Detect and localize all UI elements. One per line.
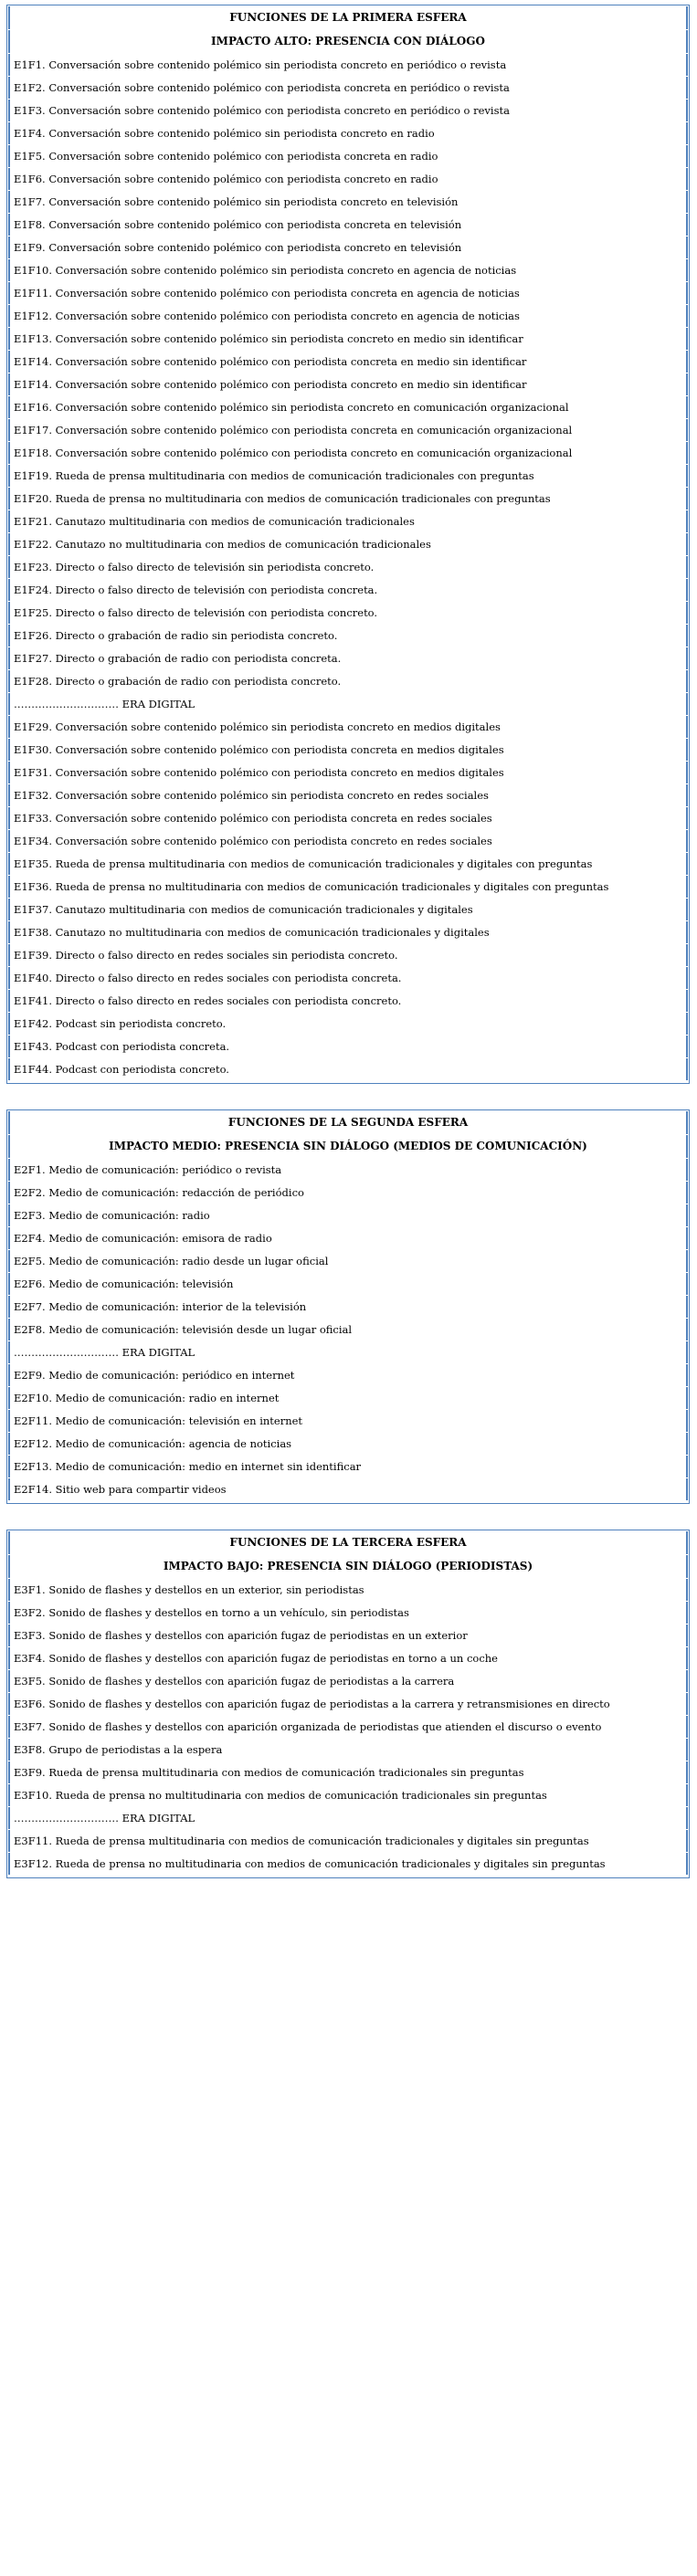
table-row: E3F2. Sonido de flashes y destellos en torno a un vehículo, sin periodistas xyxy=(8,1602,688,1624)
table-row: E2F1. Medio de comunicación: periódico o revista xyxy=(8,1159,688,1181)
table-row: E2F11. Medio de comunicación: televisión en internet xyxy=(8,1410,688,1432)
table-row: E1F7. Conversación sobre contenido polémico sin periodista concreto en televisión xyxy=(8,191,688,213)
table-tercera-esfera xyxy=(6,1530,690,1878)
table-row: E2F10. Medio de comunicación: radio en internet xyxy=(8,1387,688,1409)
table-row: E3F5. Sonido de flashes y destellos con aparición fugaz de periodistas a la carrera xyxy=(8,1670,688,1692)
table-row: E2F13. Medio de comunicación: medio en internet sin identificar xyxy=(8,1456,688,1477)
table-row: E2F3. Medio de comunicación: radio xyxy=(8,1204,688,1226)
table-row: E1F20. Rueda de prensa no multitudinaria con medios de comunicación tradicionales con preguntas xyxy=(8,488,688,510)
table-row: E1F9. Conversación sobre contenido polémico con periodista concreto en televisión xyxy=(8,237,688,258)
table-primera-esfera xyxy=(6,5,690,1084)
table-row: E1F1. Conversación sobre contenido polémico sin periodista concreto en periódico o revista xyxy=(8,54,688,76)
table-row: E1F37. Canutazo multitudinaria con medios de comunicación tradicionales y digitales xyxy=(8,899,688,920)
table-row: E1F23. Directo o falso directo de televisión sin periodista concreto. xyxy=(8,556,688,578)
table-row: E1F21. Canutazo multitudinaria con medios de comunicación tradicionales xyxy=(8,510,688,532)
table-subtitle: IMPACTO BAJO: PRESENCIA SIN DIÁLOGO (PERIODISTAS) xyxy=(8,1555,688,1578)
table-row: E2F7. Medio de comunicación: interior de la televisión xyxy=(8,1296,688,1318)
table-row: E1F42. Podcast sin periodista concreto. xyxy=(8,1013,688,1035)
table-row: E1F14. Conversación sobre contenido polémico con periodista concreto en medio sin identificar xyxy=(8,373,688,395)
table-row: E2F4. Medio de comunicación: emisora de radio xyxy=(8,1227,688,1249)
table-row: E1F29. Conversación sobre contenido polémico sin periodista concreto en medios digitales xyxy=(8,716,688,738)
table-segunda-esfera xyxy=(6,1109,690,1504)
table-row: E3F11. Rueda de prensa multitudinaria con medios de comunicación tradicionales y digitales sin preguntas xyxy=(8,1830,688,1852)
table-row: E1F40. Directo o falso directo en redes sociales con periodista concreta. xyxy=(8,967,688,989)
table-row: E1F6. Conversación sobre contenido polémico con periodista concreto en radio xyxy=(8,168,688,190)
table-row: E1F38. Canutazo no multitudinaria con medios de comunicación tradicionales y digitales xyxy=(8,921,688,943)
table-row: E2F8. Medio de comunicación: televisión desde un lugar oficial xyxy=(8,1319,688,1341)
table-row: E1F14. Conversación sobre contenido polémico con periodista concreta en medio sin identificar xyxy=(8,351,688,373)
table-subtitle: IMPACTO MEDIO: PRESENCIA SIN DIÁLOGO (MEDIOS DE COMUNICACIÓN) xyxy=(8,1135,688,1158)
table-row: E1F25. Directo o falso directo de televisión con periodista concreto. xyxy=(8,602,688,624)
table-row: E1F8. Conversación sobre contenido polémico con periodista concreta en televisión xyxy=(8,214,688,236)
table-row: E1F17. Conversación sobre contenido polémico con periodista concreta en comunicación organizacional xyxy=(8,419,688,441)
table-row: E1F12. Conversación sobre contenido polémico con periodista concreto en agencia de noticias xyxy=(8,305,688,327)
table-title: FUNCIONES DE LA PRIMERA ESFERA xyxy=(8,6,688,29)
table-row: E3F3. Sonido de flashes y destellos con aparición fugaz de periodistas en un exterior xyxy=(8,1624,688,1646)
table-row: E1F26. Directo o grabación de radio sin periodista concreto. xyxy=(8,625,688,647)
table-title: FUNCIONES DE LA TERCERA ESFERA xyxy=(8,1531,688,1554)
table-row: E1F3. Conversación sobre contenido polémico con periodista concreto en periódico o revista xyxy=(8,100,688,121)
table-row: E2F6. Medio de comunicación: televisión xyxy=(8,1273,688,1295)
table-row: E1F28. Directo o grabación de radio con periodista concreto. xyxy=(8,670,688,692)
table-row: E1F32. Conversación sobre contenido polémico sin periodista concreto en redes sociales xyxy=(8,784,688,806)
table-row: E2F2. Medio de comunicación: redacción de periódico xyxy=(8,1182,688,1204)
table-row: E1F44. Podcast con periodista concreto. xyxy=(8,1058,688,1080)
table-row: E1F19. Rueda de prensa multitudinaria con medios de comunicación tradicionales con preguntas xyxy=(8,465,688,487)
table-row: E3F8. Grupo de periodistas a la espera xyxy=(8,1739,688,1761)
table-subtitle: IMPACTO ALTO: PRESENCIA CON DIÁLOGO xyxy=(8,30,688,53)
table-row: E3F10. Rueda de prensa no multitudinaria con medios de comunicación tradicionales sin preguntas xyxy=(8,1784,688,1806)
table-row: E2F12. Medio de comunicación: agencia de noticias xyxy=(8,1433,688,1455)
table-row: E1F33. Conversación sobre contenido polémico con periodista concreta en redes sociales xyxy=(8,807,688,829)
era-digital-divider-row: ………………………… ERA DIGITAL xyxy=(8,1341,688,1363)
table-row: E2F5. Medio de comunicación: radio desde un lugar oficial xyxy=(8,1250,688,1272)
table-row: E1F41. Directo o falso directo en redes sociales con periodista concreto. xyxy=(8,990,688,1012)
table-row: E1F39. Directo o falso directo en redes sociales sin periodista concreto. xyxy=(8,944,688,966)
table-row: E1F24. Directo o falso directo de televisión con periodista concreta. xyxy=(8,579,688,601)
table-row: E2F9. Medio de comunicación: periódico en internet xyxy=(8,1364,688,1386)
table-row: E1F43. Podcast con periodista concreta. xyxy=(8,1036,688,1057)
table-row: E1F4. Conversación sobre contenido polémico sin periodista concreto en radio xyxy=(8,122,688,144)
table-row: E2F14. Sitio web para compartir videos xyxy=(8,1478,688,1500)
era-digital-divider-row: ………………………… ERA DIGITAL xyxy=(8,1807,688,1829)
era-digital-divider-row: ………………………… ERA DIGITAL xyxy=(8,693,688,715)
table-row: E1F30. Conversación sobre contenido polémico con periodista concreta en medios digitales xyxy=(8,739,688,761)
table-row: E3F12. Rueda de prensa no multitudinaria con medios de comunicación tradicionales y digitales sin preguntas xyxy=(8,1853,688,1875)
table-row: E3F7. Sonido de flashes y destellos con aparición organizada de periodistas que atienden el discurso o evento xyxy=(8,1716,688,1738)
table-row: E1F2. Conversación sobre contenido polémico con periodista concreta en periódico o revista xyxy=(8,77,688,99)
table-row: E1F31. Conversación sobre contenido polémico con periodista concreto en medios digitales xyxy=(8,762,688,783)
table-row: E1F10. Conversación sobre contenido polémico sin periodista concreto en agencia de noticias xyxy=(8,259,688,281)
table-row: E1F16. Conversación sobre contenido polémico sin periodista concreto en comunicación organizacional xyxy=(8,396,688,418)
table-row: E1F35. Rueda de prensa multitudinaria con medios de comunicación tradicionales y digitales con preguntas xyxy=(8,853,688,875)
table-row: E3F9. Rueda de prensa multitudinaria con medios de comunicación tradicionales sin preguntas xyxy=(8,1761,688,1783)
table-row: E1F13. Conversación sobre contenido polémico sin periodista concreto en medio sin identificar xyxy=(8,328,688,350)
table-row: E1F34. Conversación sobre contenido polémico con periodista concreto en redes sociales xyxy=(8,830,688,852)
table-rows xyxy=(7,54,689,1080)
table-row: E3F4. Sonido de flashes y destellos con aparición fugaz de periodistas en torno a un coche xyxy=(8,1647,688,1669)
table-rows xyxy=(7,1579,689,1875)
table-row: E1F11. Conversación sobre contenido polémico con periodista concreta en agencia de noticias xyxy=(8,282,688,304)
table-row: E1F36. Rueda de prensa no multitudinaria con medios de comunicación tradicionales y digitales con preguntas xyxy=(8,876,688,898)
table-row: E1F5. Conversación sobre contenido polémico con periodista concreta en radio xyxy=(8,145,688,167)
table-row: E1F27. Directo o grabación de radio con periodista concreta. xyxy=(8,647,688,669)
table-row: E1F18. Conversación sobre contenido polémico con periodista concreto en comunicación organizacional xyxy=(8,442,688,464)
table-title: FUNCIONES DE LA SEGUNDA ESFERA xyxy=(8,1111,688,1134)
table-rows xyxy=(7,1159,689,1500)
table-row: E1F22. Canutazo no multitudinaria con medios de comunicación tradicionales xyxy=(8,533,688,555)
table-row: E3F1. Sonido de flashes y destellos en un exterior, sin periodistas xyxy=(8,1579,688,1601)
table-row: E3F6. Sonido de flashes y destellos con aparición fugaz de periodistas a la carrera y retransmisiones en directo xyxy=(8,1693,688,1715)
